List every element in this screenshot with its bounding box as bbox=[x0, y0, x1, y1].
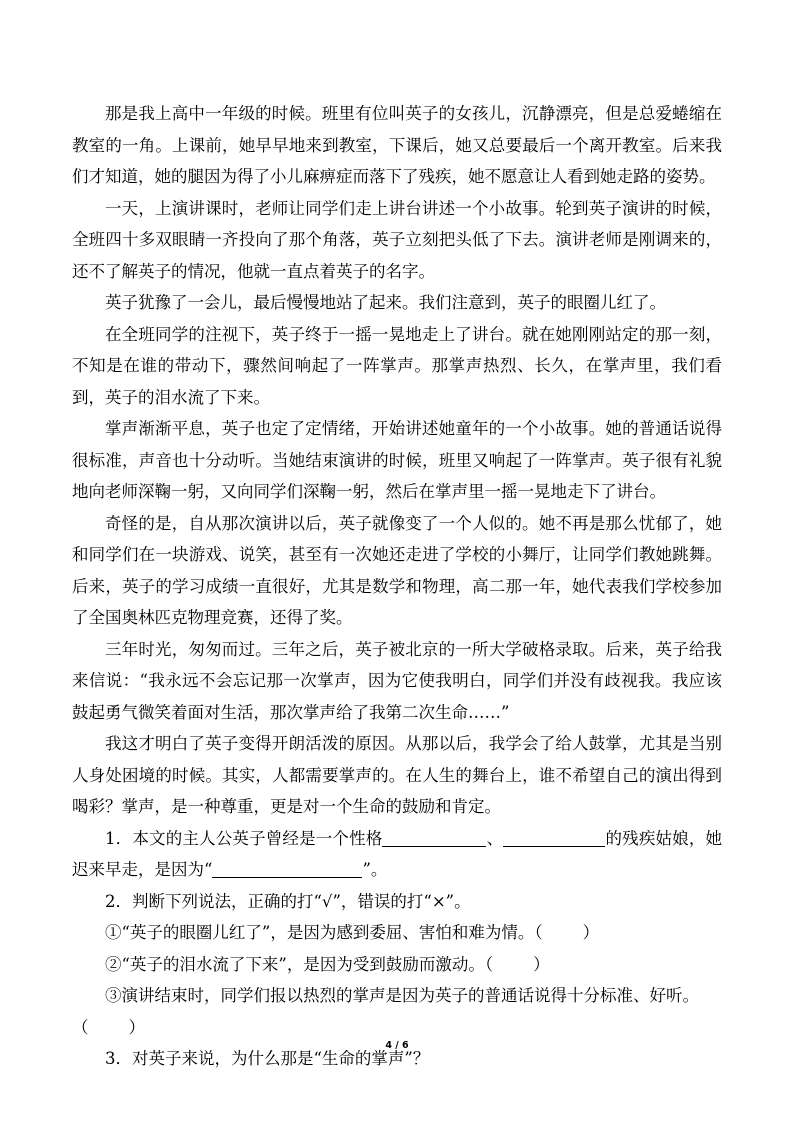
article-paragraph: 一天，上演讲课时，老师让同学们走上讲台讲述一个小故事。轮到英子演讲的时候，全班四十多双眼睛一齐投向了那个角落，英子立刻把头低了下去。演讲老师是刚调来的，还不了解英子的情况，他就一直点着英子的名字。 bbox=[72, 198, 722, 281]
article-paragraph: 我这才明白了英子变得开朗活泼的原因。从那以后，我学会了给人鼓掌，尤其是当别人身处困境的时候。其实，人都需要掌声的。在人生的舞台上，谁不希望自己的演出得到喝彩？掌声，是一种尊重，更是对一个生命的鼓励和肯定。 bbox=[72, 734, 722, 816]
question-1 bbox=[72, 823, 722, 886]
article-paragraph: 掌声渐渐平息，英子也定了定情绪，开始讲述她童年的一个小故事。她的普通话说得很标准，声音也十分动听。当她结束演讲的时候，班里又响起了一阵掌声。英子很有礼貌地向老师深鞠一躬，又向同学们深鞠一躬，然后在掌声里一摇一晃地走下了讲台。 bbox=[72, 419, 722, 501]
question-2-item-3-open: （ bbox=[72, 1017, 89, 1037]
question-2-item-1-close: ） bbox=[582, 923, 600, 942]
question-1-text-a: 1．本文的主人公英子曾经是一个性格 bbox=[105, 828, 383, 848]
question-1-separator: 、 bbox=[486, 828, 504, 848]
answer-blank-2[interactable] bbox=[503, 828, 605, 847]
article-paragraph: 英子犹豫了一会儿，最后慢慢地站了起来。我们注意到，英子的眼圈儿红了。 bbox=[105, 293, 666, 312]
answer-blank-3[interactable] bbox=[212, 859, 362, 878]
article-paragraph: 那是我上高中一年级的时候。班里有位叫英子的女孩儿，沉静漂亮，但是总爱蜷缩在教室的一角。上课前，她早早地来到教室，下课后，她又总要最后一个离开教室。后来我们才知道，她的腿因为得了小儿麻痹症而落下了残疾，她不愿意让人看到她走路的姿势。 bbox=[72, 104, 722, 186]
question-2-item-3-close: ） bbox=[128, 1017, 145, 1037]
question-2: 2．判断下列说法，正确的打“√”，错误的打“×”。 bbox=[105, 891, 471, 911]
question-2-item-2 bbox=[72, 949, 722, 981]
article-paragraph: 在全班同学的注视下，英子终于一摇一晃地走上了讲台。就在她刚刚站定的那一刻，不知是在谁的带动下，骤然间响起了一阵掌声。那掌声热烈、长久，在掌声里，我们看到，英子的泪水流了下来。 bbox=[72, 324, 722, 407]
answer-blank-1[interactable] bbox=[382, 828, 486, 847]
question-2-item-1 bbox=[72, 917, 722, 949]
question-2-item-2-text: ②“英子的泪水流了下来”，是因为受到鼓励而激动。（ bbox=[105, 954, 494, 974]
article-paragraph: 三年时光，匆匆而过。三年之后，英子被北京的一所大学破格录取。后来，英子给我来信说：“我永远不会忘记那一次掌声，因为它使我明白，同学们并没有歧视我。我应该鼓起勇气微笑着面对生活，那次掌声给了我第二次生命……” bbox=[72, 639, 722, 722]
question-2-item-3-paren bbox=[72, 1012, 722, 1044]
question-1-text-b: 的残疾姑娘，她迟来早走，是因为“ bbox=[72, 828, 723, 879]
question-2-item-1-text: ①“英子的眼圈儿红了”，是因为感到委屈、害怕和难为情。（ bbox=[105, 923, 543, 942]
article-paragraph: 奇怪的是，自从那次演讲以后，英子就像变了一个人似的。她不再是那么忧郁了，她和同学们在一块游戏、说笑，甚至有一次她还走进了学校的小舞厅，让同学们教她跳舞。后来，英子的学习成绩一直很好，尤其是数学和物理，高二那一年，她代表我们学校参加了全国奥林匹克物理竞赛，还得了奖。 bbox=[72, 513, 722, 627]
question-1-text-c: ”。 bbox=[362, 860, 388, 879]
question-2-item-3: ③演讲结束时，同学们报以热烈的掌声是因为英子的普通话说得十分标准、好听。 bbox=[105, 986, 699, 1005]
page-content bbox=[72, 98, 722, 1075]
question-3: 3．对英子来说，为什么那是“生命的掌声”？ bbox=[105, 1049, 430, 1068]
page-number: 4 / 6 bbox=[385, 1040, 409, 1051]
question-2-item-2-close: ） bbox=[533, 954, 550, 974]
